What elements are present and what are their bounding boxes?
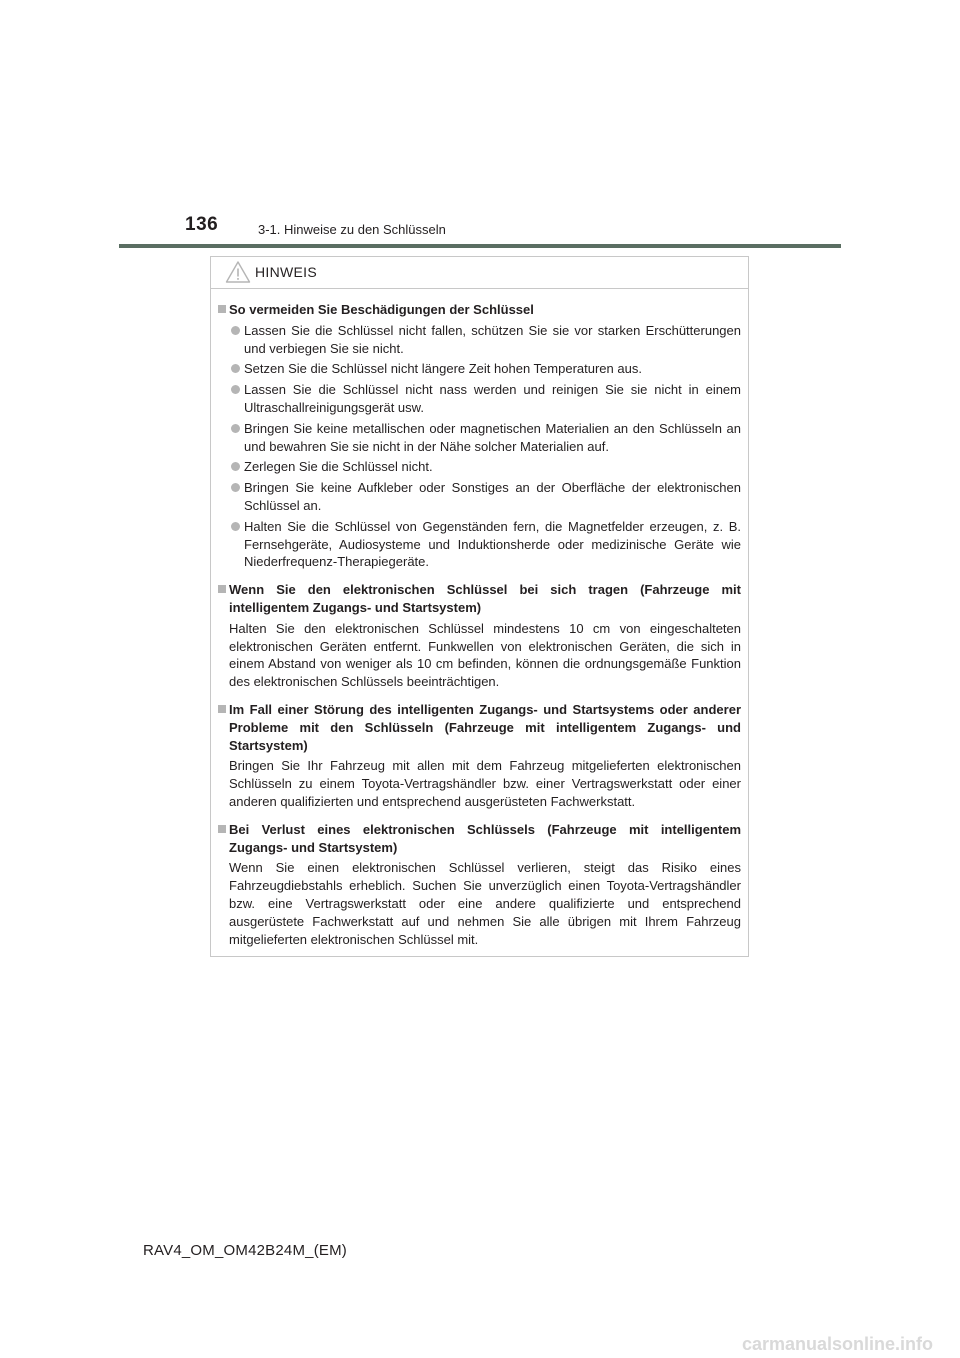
bullet-item: [229, 479, 741, 515]
section-paragraph: Wenn Sie einen elektronischen Schlüssel verlieren, steigt das Risiko eines Fahrzeugdiebstahls erheblich. Suchen Sie unverzüglich einen Toyota-Vertragshändler bzw. eine Vertragswerkstatt oder eine andere qualifizierte und entsprechend ausgerüstete Fachwerkstatt auf und nehmen Sie alle übrigen mit Ihrem Fahrzeug mitgelieferten elektronischen Schlüssel mit.: [229, 860, 741, 947]
bullet-text: Setzen Sie die Schlüssel nicht längere Zeit hohen Temperaturen aus.: [244, 361, 642, 377]
bullet-item: [229, 322, 741, 358]
bullet-text: Bringen Sie keine metallischen oder magnetischen Materialien an den Schlüsseln an und bewahren Sie sie nicht in der Nähe solcher Materialien auf.: [244, 420, 741, 454]
section-paragraph: Halten Sie den elektronischen Schlüssel mindestens 10 cm von eingeschalteten elektronischen Geräten entfernt. Funkwellen von elektronischen Geräten, die sich in einem Abstand von weniger als 10 cm befinden, können die ordnungsgemäße Funktion des elektronischen Schlüssels beeinträchtigen.: [229, 620, 741, 690]
watermark: carmanualsonline.info: [742, 1334, 934, 1354]
section-title-text: Bei Verlust eines elektronischen Schlüssels (Fahrzeuge mit intelligentem Zugangs- und Startsystem): [229, 821, 741, 855]
section-square-icon: [218, 305, 226, 313]
notice-section: [218, 821, 741, 949]
notice-section: [218, 581, 741, 691]
bullet-list: [229, 322, 741, 571]
bullet-text: Zerlegen Sie die Schlüssel nicht.: [244, 459, 433, 475]
bullet-dot-icon: [231, 364, 240, 373]
section-square-icon: [218, 825, 226, 833]
bullet-dot-icon: [231, 522, 240, 531]
section-square-icon: [218, 705, 226, 713]
section-square-icon: [218, 585, 226, 593]
bullet-text: Halten Sie die Schlüssel von Gegenständen fern, die Magnetfelder erzeugen, z. B. Fernsehgeräte, Audiosysteme und Induktionsherde oder medizinische Geräte wie Niederfrequenz-Therapiegeräte.: [244, 518, 741, 570]
notice-header: [211, 257, 748, 289]
page-number: 136: [185, 214, 219, 235]
bullet-item: [229, 360, 741, 378]
bullet-dot-icon: [231, 483, 240, 492]
notice-section: [218, 701, 741, 811]
section-paragraph: Bringen Sie Ihr Fahrzeug mit allen mit dem Fahrzeug mitgelieferten elektronischen Schlüsseln zu einem Toyota-Vertragshändler bzw. einer Vertragswerkstatt oder einer anderen qualifizierten und entsprechend ausgerüsteten Fachwerkstatt.: [229, 758, 741, 809]
bullet-dot-icon: [231, 326, 240, 335]
bullet-item: [229, 518, 741, 571]
bullet-item: [229, 458, 741, 476]
bullet-dot-icon: [231, 424, 240, 433]
notice-section: [218, 301, 741, 571]
bullet-dot-icon: [231, 385, 240, 394]
notice-title: HINWEIS: [255, 264, 317, 280]
bullet-text: Lassen Sie die Schlüssel nicht nass werden und reinigen Sie sie nicht in einem Ultraschallreinigungsgerät usw.: [244, 382, 741, 415]
bullet-text: Lassen Sie die Schlüssel nicht fallen, schützen Sie sie vor starken Erschütterungen und verbiegen Sie sie nicht.: [244, 322, 741, 356]
document-code: RAV4_OM_OM42B24M_(EM): [143, 1242, 347, 1259]
section-title-text: So vermeiden Sie Beschädigungen der Schlüssel: [229, 302, 534, 317]
bullet-dot-icon: [231, 462, 240, 471]
warning-triangle-icon: [225, 260, 251, 284]
section-title: 3-1. Hinweise zu den Schlüsseln: [258, 222, 446, 237]
header-rule: [119, 244, 841, 248]
bullet-item: [229, 420, 741, 456]
notice-box: [210, 256, 749, 957]
bullet-text: Bringen Sie keine Aufkleber oder Sonstiges an der Oberfläche der elektronischen Schlüssel an.: [244, 480, 741, 513]
bullet-item: [229, 381, 741, 417]
section-title-text: Wenn Sie den elektronischen Schlüssel bei sich tragen (Fahrzeuge mit intelligentem Zugangs- und Startsystem): [229, 582, 741, 615]
section-title-text: Im Fall einer Störung des intelligenten Zugangs- und Startsystems oder anderer Probleme mit den Schlüsseln (Fahrzeuge mit intelligentem Zugangs- und Startsystem): [229, 701, 741, 753]
notice-body: [211, 289, 748, 948]
